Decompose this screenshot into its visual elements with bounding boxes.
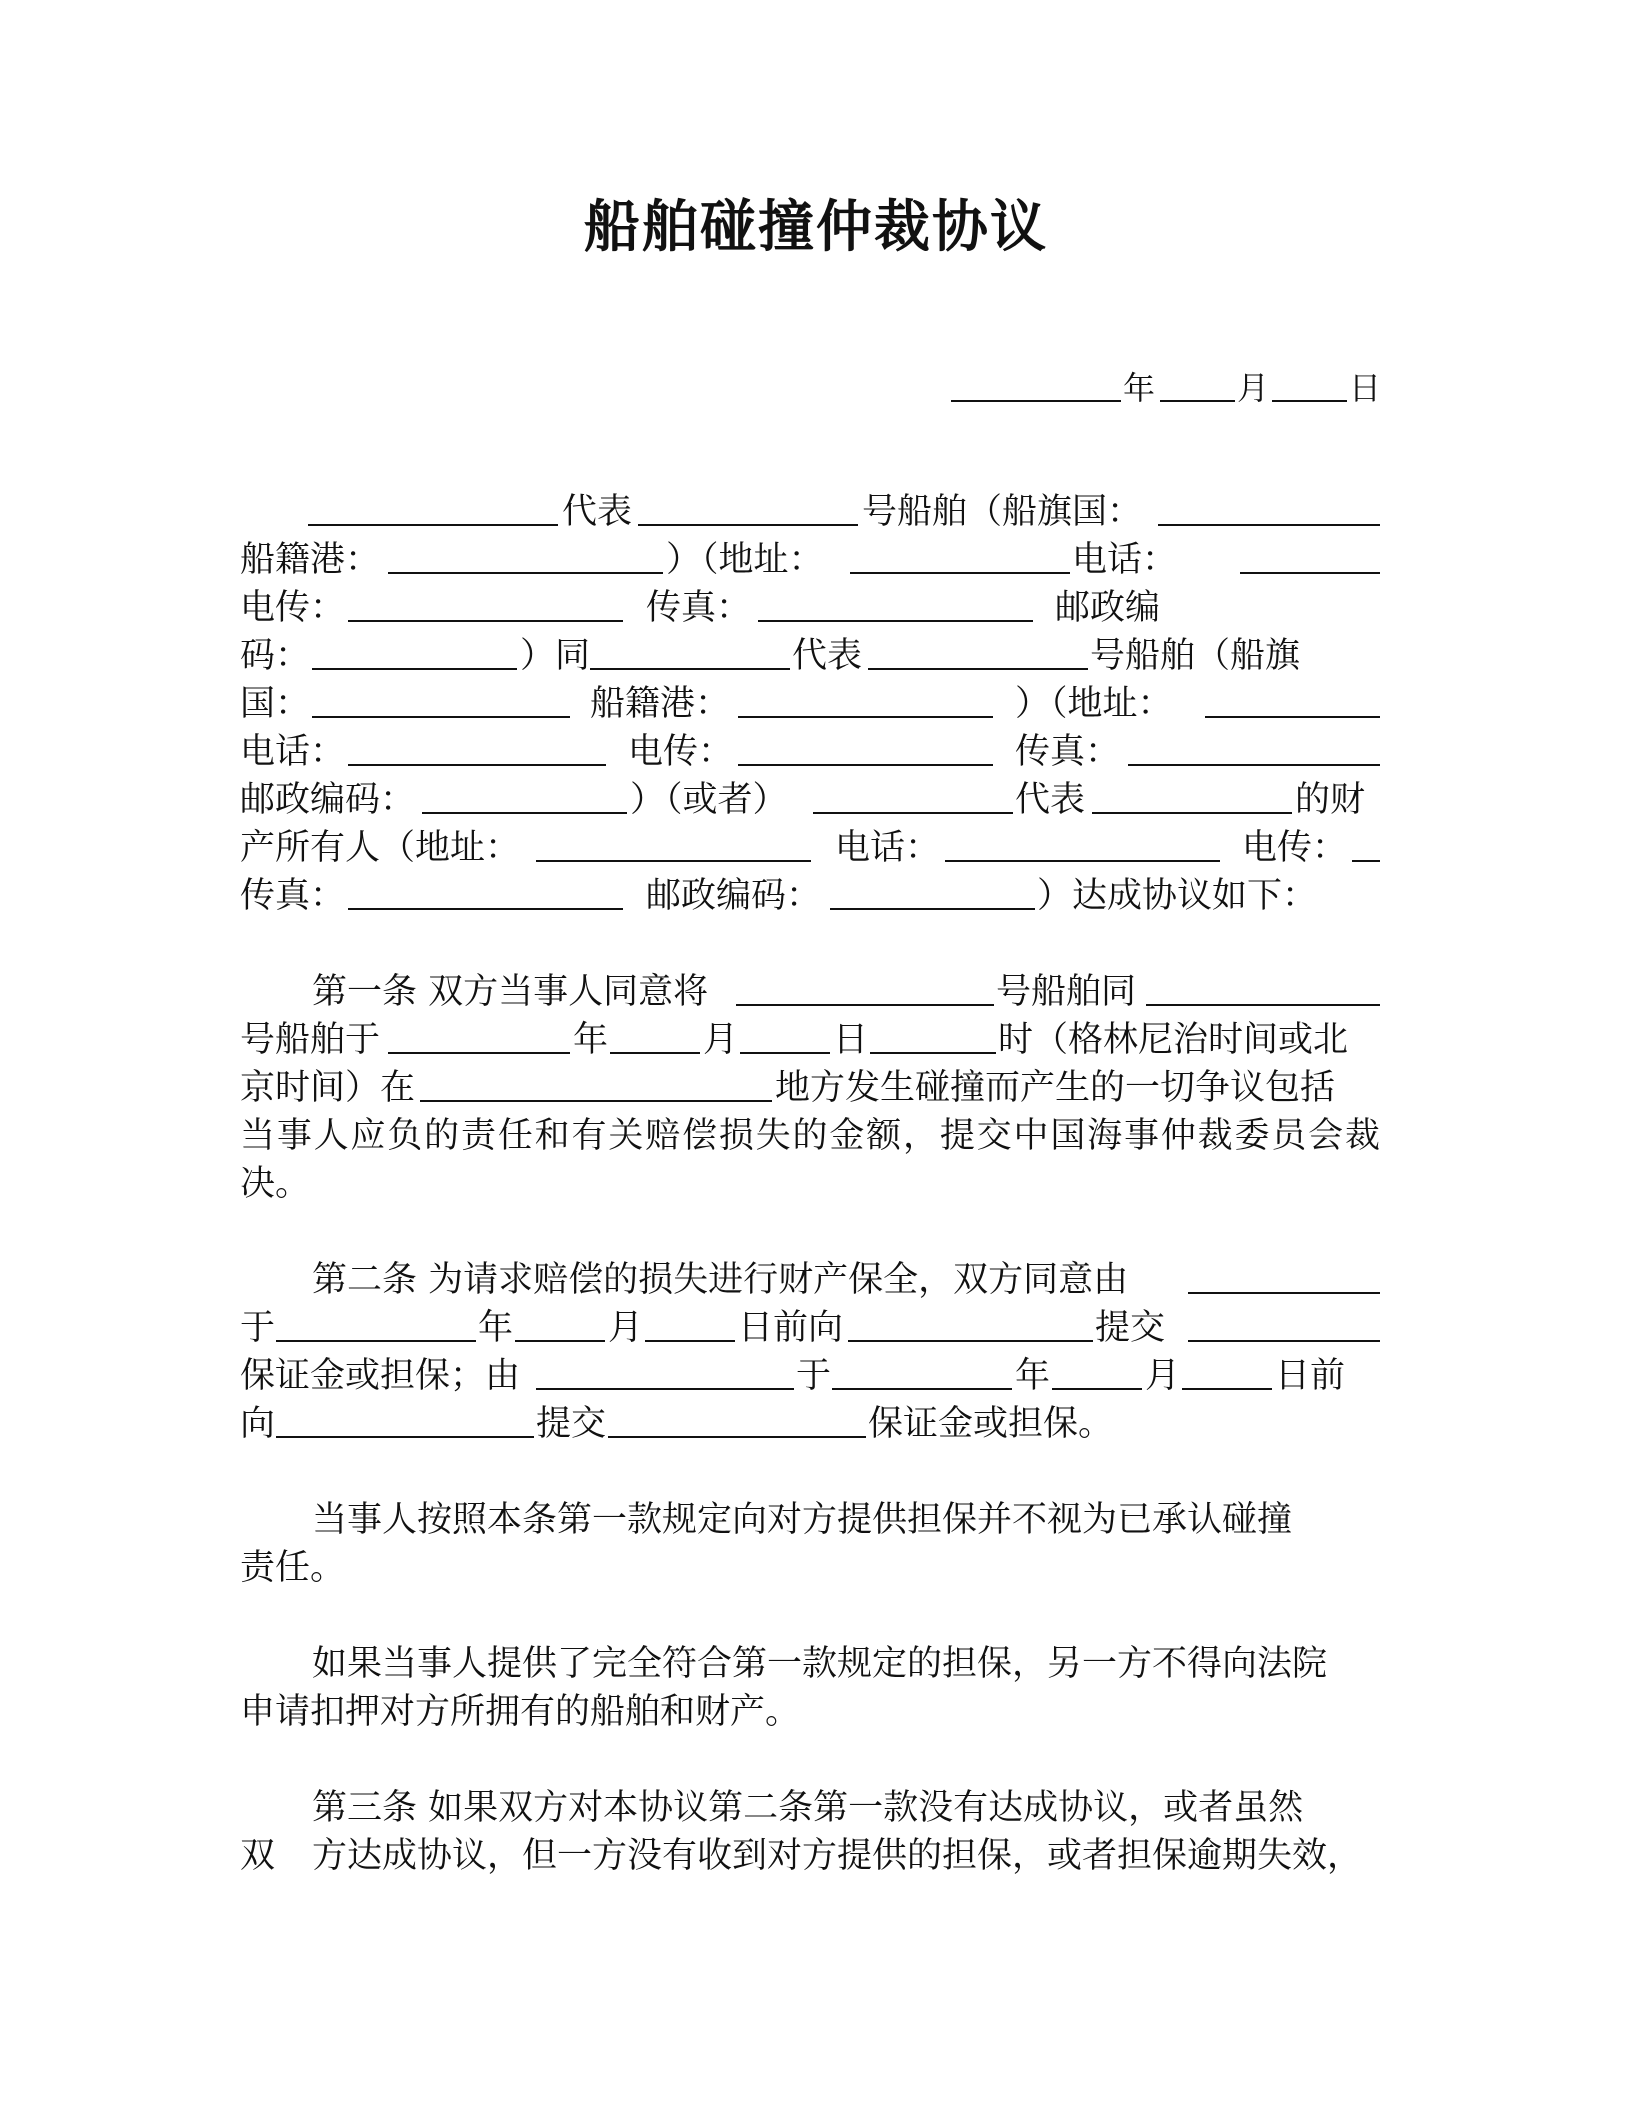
blank-line (388, 1052, 570, 1054)
blank-line (348, 908, 623, 910)
text-segment: 京时间）在 (240, 1068, 416, 1108)
text-segment: 第三条 如果双方对本协议第二条第一款没有达成协议，或者虽然 (312, 1788, 1304, 1828)
text-segment: ）同 (520, 636, 591, 676)
text-segment: 产所有人（地址： (240, 828, 521, 868)
blank-line (945, 860, 1220, 862)
blank-line (1182, 1388, 1272, 1390)
text-segment: 船籍港： (240, 540, 381, 580)
date-month-label: 月 (1237, 369, 1270, 407)
text-segment: 传真： (1015, 732, 1121, 772)
blank-line (1128, 764, 1380, 766)
blank-line (536, 860, 811, 862)
date-year-label: 年 (1123, 369, 1156, 407)
blank-line (868, 668, 1088, 670)
text-segment: 申请扣押对方所拥有的船舶和财产。 (240, 1692, 801, 1732)
blank-line (388, 572, 663, 574)
blank-line (1352, 860, 1380, 862)
doc-line (240, 536, 1380, 584)
text-segment: 船籍港： (590, 684, 731, 724)
doc-line (240, 968, 1380, 1016)
text-segment: 传真： (240, 876, 346, 916)
doc-line (240, 488, 1380, 536)
blank-line (638, 524, 858, 526)
text-segment: 提交 (536, 1404, 607, 1444)
blank-line (308, 524, 558, 526)
blank-line (736, 1004, 994, 1006)
blank-line (870, 1052, 996, 1054)
doc-line (240, 1496, 1380, 1544)
doc-line (240, 680, 1380, 728)
text-segment: 责任。 (240, 1548, 346, 1588)
text-segment: 号船舶于 (240, 1020, 381, 1060)
doc-line (240, 1064, 1380, 1112)
text-segment: 保证金或担保；由 (240, 1356, 521, 1396)
text-segment: 地方发生碰撞而产生的一切争议包括 (775, 1068, 1336, 1108)
text-segment: ）达成协议如下： (1037, 876, 1318, 916)
blank-line (1160, 400, 1235, 402)
text-segment: 保证金或担保。 (868, 1404, 1114, 1444)
text-segment: 年 (1015, 1356, 1051, 1396)
blank-line (590, 668, 790, 670)
blank-line (536, 1388, 794, 1390)
blank-line (515, 1340, 605, 1342)
text-segment: 年 (478, 1308, 514, 1348)
doc-line (240, 1304, 1380, 1352)
text-segment: 向 (240, 1404, 276, 1444)
doc-line (240, 1784, 1380, 1832)
doc-line (240, 824, 1380, 872)
doc-line (240, 1352, 1380, 1400)
doc-line (240, 728, 1380, 776)
blank-line (1240, 572, 1380, 574)
text-segment: 第二条 为请求赔偿的损失进行财产保全，双方同意由 (312, 1260, 1129, 1300)
blank-line (1188, 1292, 1380, 1294)
blank-line (738, 764, 993, 766)
blank-line (276, 1340, 476, 1342)
doc-line (240, 1256, 1380, 1304)
doc-line (240, 872, 1380, 920)
text-segment: 月 (1145, 1356, 1181, 1396)
doc-line (240, 1832, 1380, 1880)
doc-line (240, 1112, 1380, 1160)
blank-line (312, 716, 570, 718)
text-segment: ）（地址： (1015, 684, 1173, 724)
blank-line (608, 1436, 866, 1438)
text-segment: 日前向 (738, 1308, 844, 1348)
blank-line (422, 812, 627, 814)
blank-line (1272, 400, 1347, 402)
blank-line (848, 1340, 1093, 1342)
text-segment: 月 (608, 1308, 644, 1348)
blank-line (1146, 1004, 1380, 1006)
text-segment: 电话： (1072, 540, 1178, 580)
text-segment: 传真： (646, 588, 752, 628)
text-segment: 电话： (835, 828, 941, 868)
text-segment: 当事人按照本条第一款规定向对方提供担保并不视为已承认碰撞 (312, 1500, 1293, 1540)
text-segment: 电传： (628, 732, 734, 772)
text-segment: 号船舶（船旗国： (862, 492, 1143, 532)
doc-line (240, 1016, 1380, 1064)
text-segment: 双 (240, 1836, 276, 1876)
text-segment: 码： (240, 636, 311, 676)
blank-line (645, 1340, 735, 1342)
text-segment: 月 (703, 1020, 739, 1060)
text-segment: 国： (240, 684, 311, 724)
text-segment: 于 (796, 1356, 832, 1396)
blank-line (610, 1052, 700, 1054)
blank-line (348, 620, 623, 622)
doc-line (240, 1544, 1380, 1592)
text-segment: 的财 (1295, 780, 1366, 820)
text-segment: 第一条 双方当事人同意将 (312, 972, 709, 1012)
doc-line (240, 1640, 1380, 1688)
doc-line (240, 632, 1380, 680)
text-segment: 代表 (1015, 780, 1086, 820)
blank-line (832, 1388, 1012, 1390)
document-title: 船舶碰撞仲裁协议 (584, 195, 1048, 260)
text-segment: 号船舶同 (996, 972, 1137, 1012)
date-day-label: 日 (1349, 369, 1382, 407)
blank-line (1158, 524, 1380, 526)
blank-line (758, 620, 1033, 622)
text-segment: 电话： (240, 732, 346, 772)
blank-line (420, 1100, 772, 1102)
text-segment: 邮政编码： (240, 780, 416, 820)
blank-line (1205, 716, 1380, 718)
blank-line (1092, 812, 1292, 814)
blank-line (276, 1436, 534, 1438)
text-segment: 邮政编码： (646, 876, 822, 916)
blank-line (738, 716, 993, 718)
text-segment: 邮政编 (1055, 588, 1161, 628)
doc-line (240, 776, 1380, 824)
text-segment: 日前 (1275, 1356, 1346, 1396)
text-segment: ）（地址： (666, 540, 824, 580)
blank-line (740, 1052, 830, 1054)
text-segment: 方达成协议，但一方没有收到对方提供的担保，或者担保逾期失效， (312, 1836, 1363, 1876)
text-segment: 如果当事人提供了完全符合第一款规定的担保，另一方不得向法院 (312, 1644, 1328, 1684)
text-segment: 当事人应负的责任和有关赔偿损失的金额，提交中国海事仲裁委员会裁 (240, 1116, 1380, 1156)
text-segment: 电传： (1242, 828, 1348, 868)
text-segment: 决。 (240, 1164, 311, 1204)
blank-line (1052, 1388, 1142, 1390)
text-segment: 日 (833, 1020, 869, 1060)
doc-line (240, 1400, 1380, 1448)
blank-line (348, 764, 606, 766)
text-segment: 电传： (240, 588, 346, 628)
doc-line (240, 1160, 1380, 1208)
doc-line (240, 584, 1380, 632)
text-segment: 号船舶（船旗 (1090, 636, 1301, 676)
blank-line (312, 668, 517, 670)
doc-line (240, 1688, 1380, 1736)
blank-line (813, 812, 1013, 814)
blank-line (951, 400, 1121, 402)
text-segment: 代表 (562, 492, 633, 532)
text-segment: 时（格林尼治时间或北 (998, 1020, 1349, 1060)
text-segment: 提交 (1095, 1308, 1166, 1348)
blank-line (830, 908, 1035, 910)
text-segment: ）（或者） (630, 780, 788, 820)
text-segment: 代表 (792, 636, 863, 676)
text-segment: 年 (573, 1020, 609, 1060)
text-segment: 于 (240, 1308, 276, 1348)
blank-line (850, 572, 1070, 574)
blank-line (1188, 1340, 1380, 1342)
